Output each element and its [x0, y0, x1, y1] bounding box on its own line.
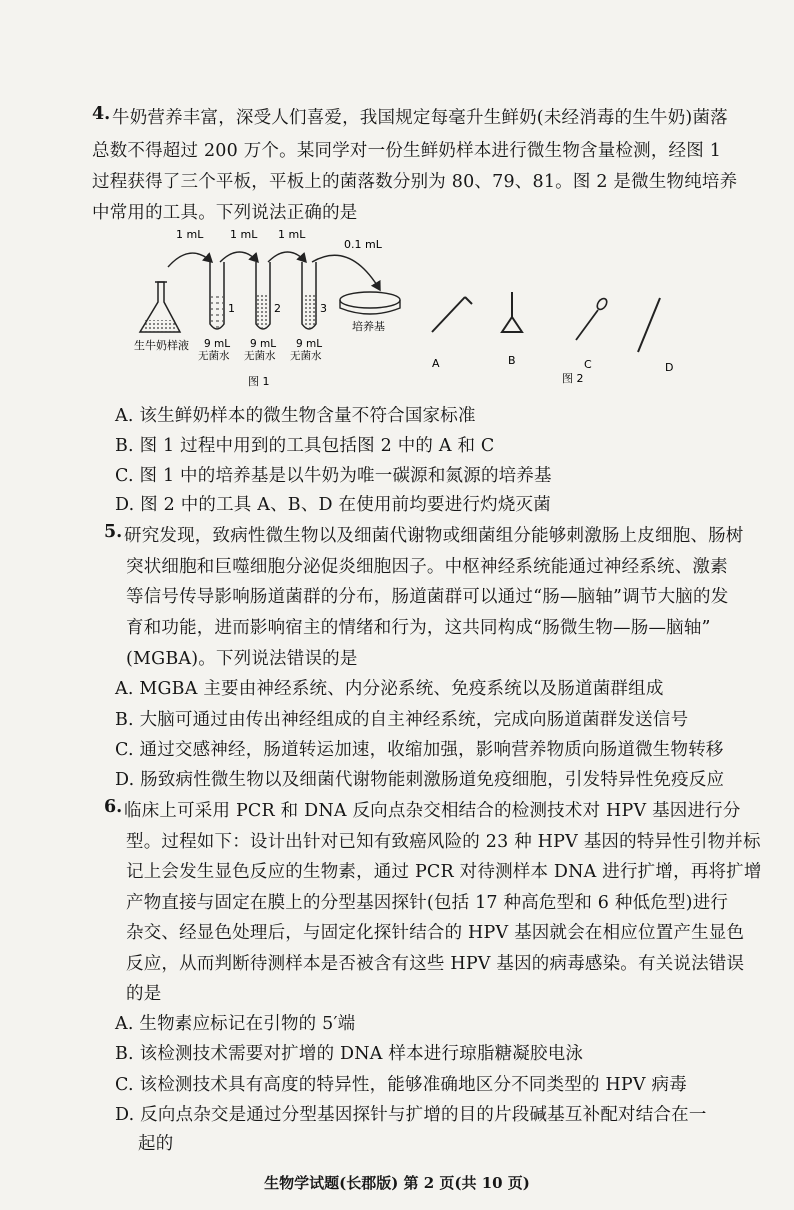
transfer-arrow [168, 253, 212, 267]
tool-label: D [665, 361, 674, 374]
figure-1-caption: 图 1 [248, 375, 270, 388]
tube-volume: 9 mL [296, 338, 323, 350]
question-6-option: D. 反向点杂交是通过分型基因探针与扩增的目的片段碱基互补配对结合在一 [115, 1105, 707, 1125]
question-6-number: 6. [104, 797, 123, 817]
question-6-line: 反应，从而判断待测样本是否被含有这些 HPV 基因的病毒感染。有关说法错误 [126, 954, 745, 974]
transfer-arrow [312, 255, 380, 290]
question-5-number: 5. [104, 522, 123, 542]
question-4-option: C. 图 1 中的培养基是以牛奶为唯一碳源和氮源的培养基 [115, 466, 552, 486]
transfer-arrow [220, 252, 258, 262]
tube-content: 无菌水 [290, 350, 322, 362]
question-5-line: 研究发现，致病性微生物以及细菌代谢物或细菌组分能够刺激肠上皮细胞、肠树 [124, 526, 744, 546]
question-4-line: 牛奶营养丰富，深受人们喜爱，我国规定每毫升生鲜奶(未经消毒的生牛奶)菌落 [112, 108, 728, 128]
question-6-line: 型。过程如下：设计出针对已知有致癌风险的 23 种 HPV 基因的特异性引物并标 [126, 832, 761, 852]
figure-1-and-2 [120, 222, 680, 392]
tool-d-needle [638, 298, 660, 352]
question-6-line: 的是 [126, 984, 162, 1004]
dish-label: 培养基 [352, 320, 385, 333]
question-6-line: 临床上可采用 PCR 和 DNA 反向点杂交相结合的检测技术对 HPV 基因进行分 [124, 801, 741, 821]
question-6-option: B. 该检测技术需要对扩增的 DNA 样本进行琼脂糖凝胶电泳 [115, 1044, 584, 1064]
transfer-arrow [268, 252, 306, 262]
tool-c-pipette [576, 297, 609, 340]
milk-flask [140, 282, 180, 332]
flask-label: 生牛奶样液 [134, 339, 189, 352]
tube-number: 3 [320, 302, 327, 315]
question-6-line: 产物直接与固定在膜上的分型基因探针(包括 17 种高危型和 6 种低危型)进行 [126, 893, 729, 913]
test-tube-3 [302, 262, 316, 329]
question-6-option: A. 生物素应标记在引物的 5′端 [115, 1014, 356, 1034]
question-5-line: 等信号传导影响肠道菌群的分布，肠道菌群可以通过“肠—脑轴”调节大脑的发 [126, 587, 729, 607]
test-tube-1 [210, 262, 224, 329]
question-5-line: 育和功能，进而影响宿主的情绪和行为，这共同构成“肠微生物—肠—脑轴” [126, 618, 711, 638]
tube-content: 无菌水 [244, 350, 276, 362]
question-5-line: (MGBA)。下列说法错误的是 [126, 649, 358, 669]
transfer-label: 1 mL [278, 228, 306, 241]
question-5-option: B. 大脑可通过由传出神经组成的自主神经系统，完成向肠道菌群发送信号 [115, 710, 689, 730]
question-6-option-continuation: 起的 [138, 1134, 174, 1154]
tool-b-loop [502, 292, 522, 332]
tool-a-spreader [432, 297, 472, 332]
tube-volume: 9 mL [250, 338, 277, 350]
petri-dish [340, 292, 400, 314]
transfer-label: 0.1 mL [344, 238, 382, 251]
transfer-label: 1 mL [176, 228, 204, 241]
tool-label: C [584, 358, 592, 371]
question-4-line: 中常用的工具。下列说法正确的是 [92, 203, 358, 223]
figure-2-caption: 图 2 [562, 372, 584, 385]
page-footer: 生物学试题(长郡版) 第 2 页(共 10 页) [264, 1174, 530, 1192]
tool-label: A [432, 357, 440, 370]
question-6-option: C. 该检测技术具有高度的特异性，能够准确地区分不同类型的 HPV 病毒 [115, 1075, 687, 1095]
question-4-option: D. 图 2 中的工具 A、B、D 在使用前均要进行灼烧灭菌 [115, 495, 551, 515]
question-5-line: 突状细胞和巨噬细胞分泌促炎细胞因子。中枢神经系统能通过神经系统、激素 [126, 557, 728, 577]
tube-volume: 9 mL [204, 338, 231, 350]
tool-label: B [508, 354, 516, 367]
question-6-line: 记上会发生显色反应的生物素，通过 PCR 对待测样本 DNA 进行扩增，再将扩增 [126, 862, 762, 882]
tube-number: 2 [274, 302, 281, 315]
question-4-line: 过程获得了三个平板，平板上的菌落数分别为 80、79、81。图 2 是微生物纯培养 [92, 172, 738, 192]
question-5-option: D. 肠致病性微生物以及细菌代谢物能刺激肠道免疫细胞，引发特异性免疫反应 [115, 770, 725, 790]
question-4-option: B. 图 1 过程中用到的工具包括图 2 中的 A 和 C [115, 436, 495, 456]
question-4-number: 4. [92, 104, 111, 124]
tube-number: 1 [228, 302, 235, 315]
question-5-option: A. MGBA 主要由神经系统、内分泌系统、免疫系统以及肠道菌群组成 [115, 679, 664, 699]
tube-content: 无菌水 [198, 350, 230, 362]
question-4-option: A. 该生鲜奶样本的微生物含量不符合国家标准 [115, 406, 476, 426]
question-5-option: C. 通过交感神经，肠道转运加速，收缩加强，影响营养物质向肠道微生物转移 [115, 740, 724, 760]
transfer-label: 1 mL [230, 228, 258, 241]
question-4-line: 总数不得超过 200 万个。某同学对一份生鲜奶样本进行微生物含量检测，经图 1 [92, 141, 722, 161]
question-6-line: 杂交、经显色处理后，与固定化探针结合的 HPV 基因就会在相应位置产生显色 [126, 923, 745, 943]
test-tube-2 [256, 262, 270, 329]
